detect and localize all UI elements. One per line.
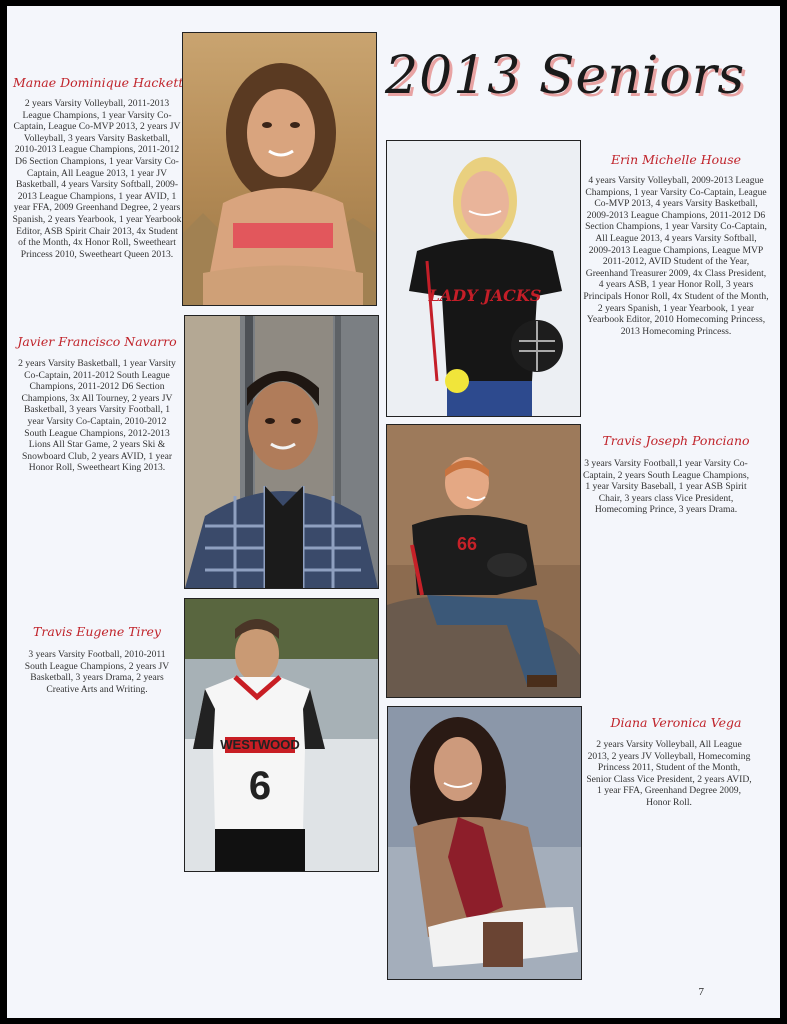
ponciano-jersey-number: 66 [457, 534, 478, 554]
page-number: 7 [698, 986, 704, 998]
photo-hackett [182, 32, 377, 306]
photo-navarro [184, 315, 379, 589]
student-name-navarro: Javier Francisco Navarro [17, 334, 177, 349]
student-bio-hackett: 2 years Varsity Volleyball, 2011-2013 League Champions, 1 year Varsity Co-Captain, League Co-MVP 2013, 2 years JV Volleyball, 3 years Varsity Basketball, 2010-2013 League Champions, 2011-2012 D6 Section Champions, 1 year Varsity Co-Captain, All League 2013, 1 year JV Basketball, 4 years Varsity Softball, 2009-2013 League Champions, 1 year AVID, 1 year FFA, 2009 Greenhand Degree, 2 years Spanish, 2 years Yearbook, 1 year Yearbook Editor, ASB Spirit Chair 2013, 4x Student of the Month, 4x Honor Roll, Sweetheart Princess 2010, Sweetheart Queen 2013. [12, 98, 182, 260]
tirey-jersey-number: 6 [248, 764, 272, 808]
photo-ponciano [386, 424, 581, 698]
student-name-hackett: Manae Dominique Hackett [13, 75, 184, 90]
student-name-house: Erin Michelle House [610, 152, 742, 167]
page-title: 2013 Seniors [385, 46, 746, 106]
photo-vega [387, 706, 582, 980]
student-bio-house: 4 years Varsity Volleyball, 2009-2013 League Champions, 1 year Varsity Co-Captain, League Co-MVP 2013, 4 years Varsity Basketball, 2009-2013 League Champions, 2011-2012 D6 Section Champions, 1 year Varsity Co-Captain, All League 2013, 4 years Varsity Softball, 2009-2013 League Champions, League MVP 2011-2012, AVID Student of the Year, Greenhand Treasurer 2009, 4x Class President, 4 years ASB, 1 year Honor Roll, 3 years Principals Honor Roll, 4x Student of the Month, 2 years Spanish, 1 year Yearbook, 1 year Yearbook Editor, 2010 Homecoming Princess, 2013 Homecoming Princess. [583, 175, 769, 337]
house-jersey-text: LADY JACKS [428, 286, 542, 305]
student-bio-tirey: 3 years Varsity Football, 2010-2011 South League Champions, 2 years JV Basketball, 3 years Drama, 2 years Creative Arts and Writing. [24, 649, 170, 695]
photo-house [386, 140, 581, 417]
student-bio-ponciano: 3 years Varsity Football,1 year Varsity Co-Captain, 2 years South League Champions, 1 year Varsity Baseball, 1 year ASB Spirit Chair, 3 years class Vice President, Homecoming Prince, 3 years Drama. [583, 458, 749, 516]
student-bio-navarro: 2 years Varsity Basketball, 1 year Varsity Co-Captain, 2011-2012 South League Champions, 2011-2012 D6 Section Champions, 3x All Tourney, 2 years JV Basketball, 3 years Varsity Football, 1 year Varsity Co-Captain, 2010-2012 South League Champions, 2012-2013 Lions All Star Game, 2 years Ski & Snowboard Club, 2 years AVID, 1 year Honor Roll, Sweetheart King 2013. [18, 358, 176, 474]
student-name-tirey: Travis Eugene Tirey [33, 624, 161, 639]
photo-tirey [184, 598, 379, 872]
tirey-jersey-school: WESTWOOD [220, 737, 300, 752]
student-bio-vega: 2 years Varsity Volleyball, All League 2013, 2 years JV Volleyball, Homecoming Princess 2011, Student of the Month, Senior Class Vice President, 2 years AVID, 1 year FFA, Greenhand Degree 2009, Honor Roll. [586, 739, 752, 808]
yearbook-page [7, 6, 780, 1018]
student-name-vega: Diana Veronica Vega [610, 715, 742, 730]
student-name-ponciano: Travis Joseph Ponciano [602, 433, 750, 448]
